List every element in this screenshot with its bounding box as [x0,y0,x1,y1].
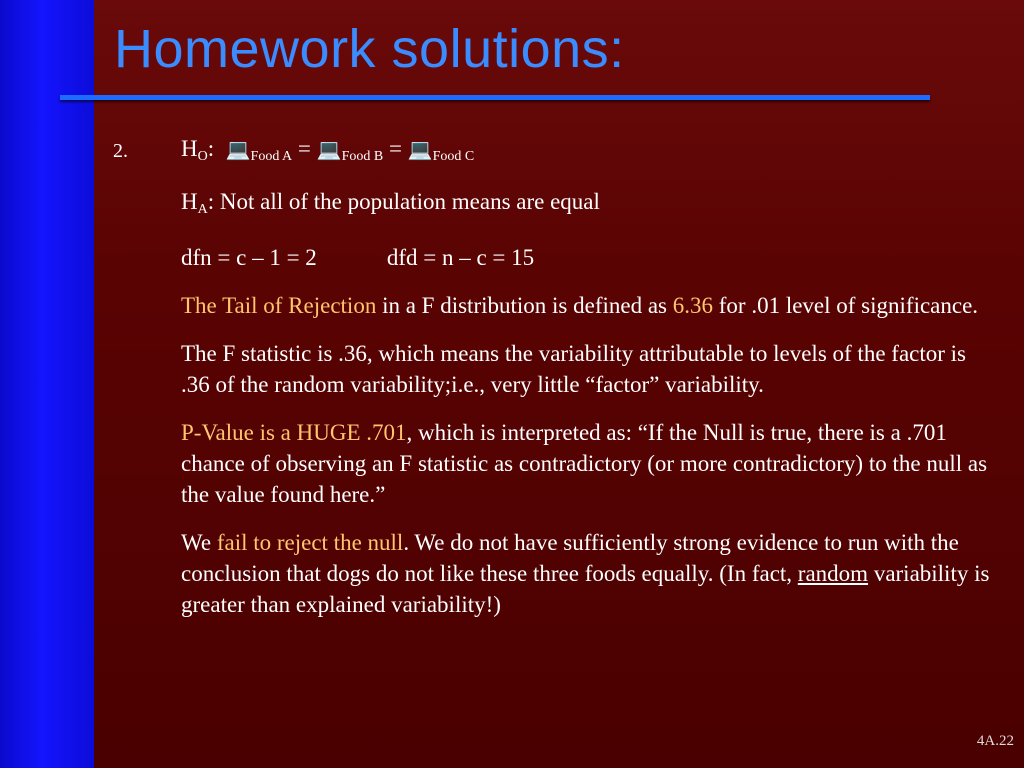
computer-glyph-icon: 💻 [407,139,433,161]
rejection-tail [181,290,993,321]
computer-glyph-icon: 💻 [316,139,342,161]
random-underlined: random [797,561,869,586]
slide-body [181,133,993,637]
conclusion-paragraph [181,527,993,620]
conclusion-start: We [181,530,217,555]
page-number: 4A.22 [976,733,1014,749]
title-underline [60,95,930,100]
conclusion-end: variability is greater than explained variability!) [181,561,990,617]
food-c-label: Food C [432,149,475,164]
null-hypothesis [181,133,993,172]
item-number: 2. [113,140,128,162]
food-a-label: Food A [250,149,293,164]
p-value-paragraph [181,417,993,510]
h0-letter: H [181,136,198,161]
p-value-highlight: P-Value is a HUGE .701 [181,420,407,445]
critical-value: 6.36 [672,293,713,318]
ha-letter: H [181,189,198,214]
slide-title: Homework solutions: [114,19,625,79]
computer-glyph-icon: 💻 [225,139,251,161]
equals-sign: = [297,136,311,161]
p-value-text: , which is interpreted as: “If the Null is true, there is a .701 chance of observing an F statistic as contradictory (or more contradictory) to the null as the value found here.” [181,420,988,507]
conclusion-text: . We do not have sufficiently strong evidence to run with the conclusion that dogs do not like these three foods equally. (In fact, [181,530,959,586]
sidebar-accent [0,0,94,768]
h0-subscript: O [197,149,208,164]
h0-colon: : [207,136,215,161]
degrees-of-freedom [181,242,993,273]
f-statistic-paragraph: The F statistic is .36, which means the variability attributable to levels of the factor is .36 of the random variability;i.e., very little “factor” variability. [181,341,966,397]
alternative-hypothesis [181,186,993,225]
tail-text: in a F distribution is defined as [376,293,673,318]
dfn-value: dfn = c – 1 = 2 [181,245,317,270]
ha-subscript: A [197,202,208,217]
equals-sign: = [388,136,402,161]
food-b-label: Food B [341,149,384,164]
tail-text-end: for .01 level of significance. [713,293,979,318]
dfd-value: dfd = n – c = 15 [386,245,535,270]
conclusion-highlight: fail to reject the null [216,530,404,555]
tail-highlight: The Tail of Rejection [181,293,377,318]
ha-text: : Not all of the population means are equal [207,189,600,214]
